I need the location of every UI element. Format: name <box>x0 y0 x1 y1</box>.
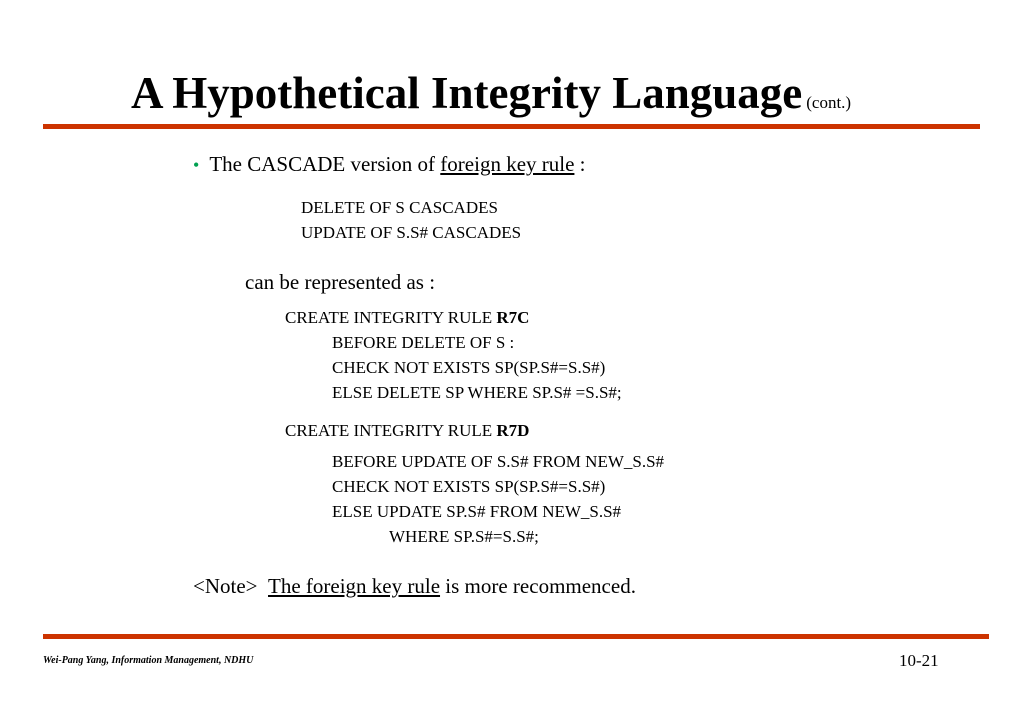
bullet-link: foreign key rule <box>440 152 575 176</box>
slide-title-suffix: (cont.) <box>806 93 852 112</box>
note-rest: is more recommenced. <box>440 574 636 598</box>
page-number: 10-21 <box>899 651 939 670</box>
rule-r7c-line-1: BEFORE DELETE OF S : <box>332 333 515 352</box>
slide-title-text: A Hypothetical Integrity Language <box>131 68 803 118</box>
footer-author: Wei-Pang Yang, Information Management, NDHU <box>43 655 254 666</box>
cascade-rule-line-1: DELETE OF S CASCADES <box>301 198 498 217</box>
rule-r7d-line-3: ELSE UPDATE SP.S# FROM NEW_S.S# <box>332 502 622 521</box>
bullet-text-after: : <box>574 152 586 176</box>
rule-r7c-line-3: ELSE DELETE SP WHERE SP.S# =S.S#; <box>332 383 622 402</box>
bullet-item <box>193 150 586 179</box>
footer-divider <box>43 634 989 639</box>
slide-title <box>131 67 851 129</box>
rule-r7c-prefix: CREATE INTEGRITY RULE <box>285 308 497 327</box>
note-link: The foreign key rule <box>268 574 441 598</box>
note-line <box>193 572 636 600</box>
rule-r7d-line-2: CHECK NOT EXISTS SP(SP.S#=S.S#) <box>332 477 606 496</box>
rule-r7d-header <box>285 419 529 443</box>
cascade-rule-line-2: UPDATE OF S.S# CASCADES <box>301 223 522 242</box>
bullet-icon: • <box>193 155 200 175</box>
represented-as-text: can be represented as : <box>245 270 436 294</box>
title-divider <box>43 124 980 129</box>
note-label: <Note> <box>193 574 258 598</box>
rule-r7d-prefix: CREATE INTEGRITY RULE <box>285 421 497 440</box>
rule-r7d-line-1: BEFORE UPDATE OF S.S# FROM NEW_S.S# <box>332 452 665 471</box>
rule-r7d-name: R7D <box>496 421 530 440</box>
rule-r7c-header <box>285 306 529 330</box>
rule-r7c-line-2: CHECK NOT EXISTS SP(SP.S#=S.S#) <box>332 358 606 377</box>
bullet-text-before: The CASCADE version of <box>209 152 441 176</box>
rule-r7d-where: WHERE SP.S#=S.S#; <box>389 527 539 546</box>
rule-r7c-name: R7C <box>496 308 530 327</box>
